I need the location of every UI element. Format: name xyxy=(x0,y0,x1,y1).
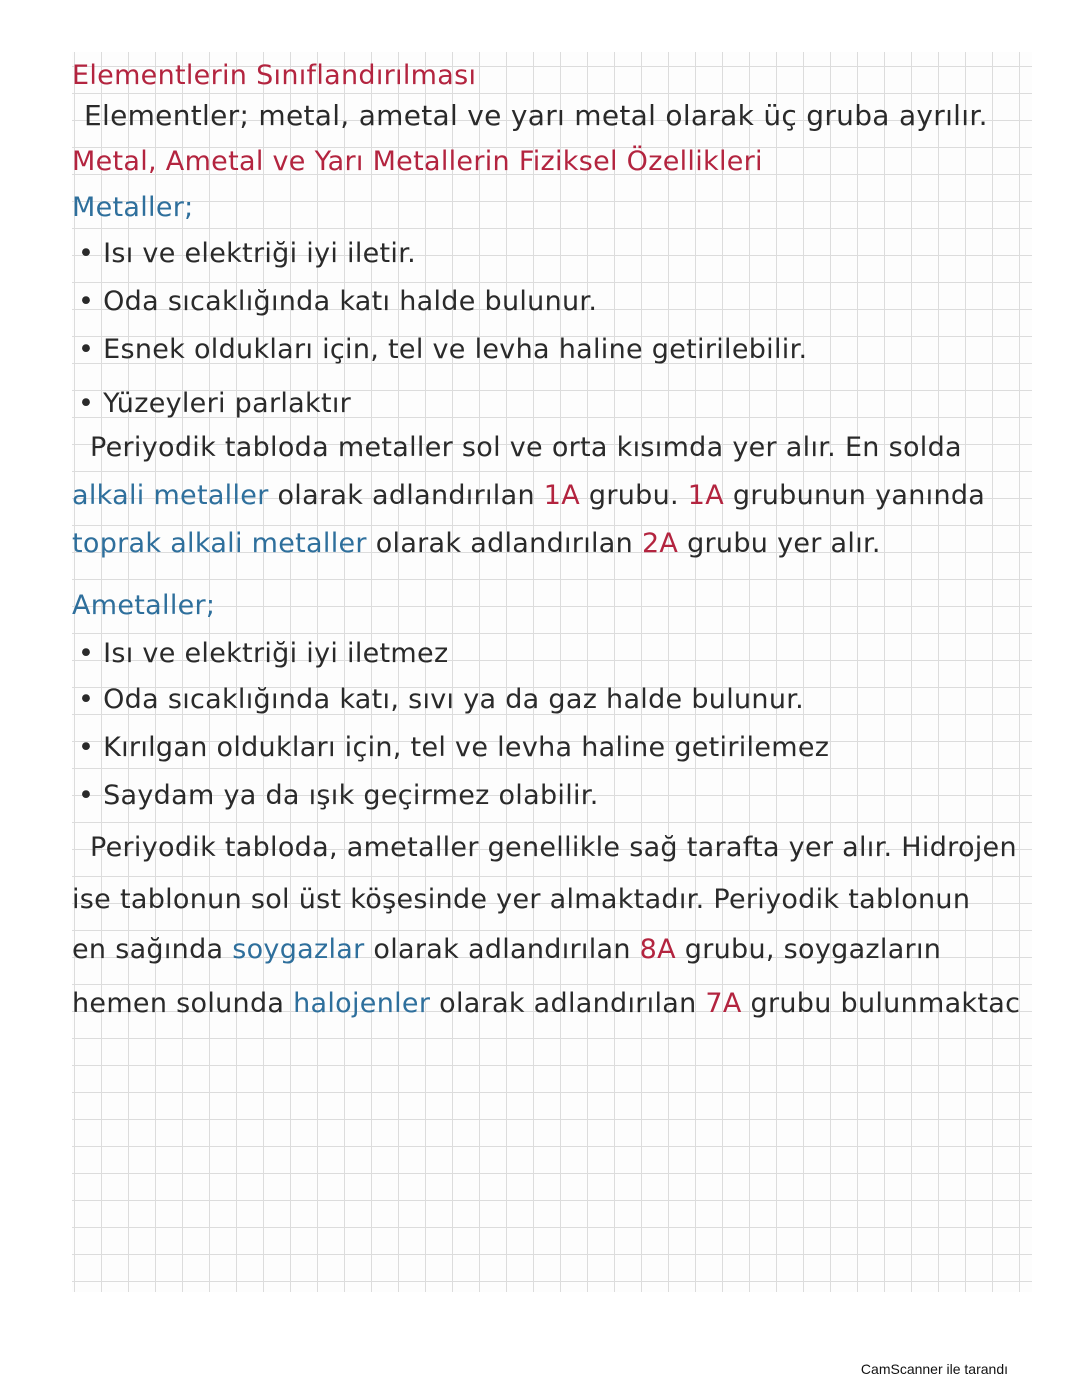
metals-bullet-1 xyxy=(78,238,416,270)
nonmetals-bullet-1 xyxy=(78,638,448,670)
nonmetals-bullet-2 xyxy=(78,684,804,716)
text-fragment: hemen solunda xyxy=(72,988,294,1019)
bullet-dot: • xyxy=(78,334,104,365)
bullet-dot: • xyxy=(78,684,104,715)
nonmetals-bullet-4 xyxy=(78,780,599,812)
metals-bullet-3 xyxy=(78,334,807,366)
text-fragment: olarak adlandırılan xyxy=(364,934,640,965)
term-alkaline-earth-metals: toprak alkali metaller xyxy=(72,528,367,559)
term-noble-gases: soygazlar xyxy=(232,934,365,965)
notebook-page xyxy=(72,52,1032,1292)
bullet-text: Saydam ya da ışık geçirmez olabilir. xyxy=(103,780,599,811)
nonmetals-bullet-3 xyxy=(78,732,829,764)
text-fragment: en sağında xyxy=(72,934,233,965)
group-label: 8A xyxy=(639,934,676,965)
text-fragment: olarak adlandırılan xyxy=(268,480,544,511)
text-fragment: grubu yer alır. xyxy=(678,528,881,559)
nonmetals-heading: Ametaller; xyxy=(72,590,216,621)
term-alkali-metals: alkali metaller xyxy=(72,480,269,511)
text-fragment: grubu. xyxy=(580,480,688,511)
metals-paragraph-line-3 xyxy=(72,528,881,560)
bullet-text: Oda sıcaklığında katı halde bulunur. xyxy=(103,286,598,317)
nonmetals-paragraph-line-4 xyxy=(72,988,1020,1020)
bullet-text: Isı ve elektriği iyi iletmez xyxy=(103,638,449,669)
bullet-text: Isı ve elektriği iyi iletir. xyxy=(103,238,417,269)
nonmetals-paragraph-line-3 xyxy=(72,934,941,966)
nonmetals-paragraph-line-2: ise tablonun sol üst köşesinde yer almaktadır. Periyodik tablonun xyxy=(72,884,971,915)
group-label: 1A xyxy=(543,480,580,511)
metals-paragraph-line-2 xyxy=(72,480,985,512)
bullet-dot: • xyxy=(78,638,104,669)
camscanner-watermark: CamScanner ile tarandı xyxy=(860,1361,1008,1377)
section-heading: Metal, Ametal ve Yarı Metallerin Fiziksel Özellikleri xyxy=(72,146,763,177)
bullet-text: Yüzeyleri parlaktır xyxy=(103,388,352,419)
metals-heading: Metaller; xyxy=(72,192,194,223)
bullet-dot: • xyxy=(78,780,104,811)
metals-paragraph-line-1: Periyodik tabloda metaller sol ve orta kısımda yer alır. En solda xyxy=(90,432,962,463)
page-title: Elementlerin Sınıflandırılması xyxy=(72,60,477,91)
metals-bullet-4 xyxy=(78,388,351,420)
bullet-text: Kırılgan oldukları için, tel ve levha haline getirilemez xyxy=(103,732,830,763)
bullet-dot: • xyxy=(78,238,104,269)
text-fragment: grubu bulunmaktac xyxy=(741,988,1021,1019)
bullet-text: Esnek oldukları için, tel ve levha haline getirilebilir. xyxy=(103,334,808,365)
bullet-dot: • xyxy=(78,732,104,763)
group-label: 1A xyxy=(687,480,724,511)
nonmetals-paragraph-line-1: Periyodik tabloda, ametaller genellikle sağ tarafta yer alır. Hidrojen xyxy=(90,832,1017,863)
text-fragment: grubu, soygazların xyxy=(675,934,942,965)
group-label: 7A xyxy=(705,988,742,1019)
text-fragment: olarak adlandırılan xyxy=(366,528,642,559)
intro-text: Elementler; metal, ametal ve yarı metal olarak üç gruba ayrılır. xyxy=(84,99,988,132)
term-halogens: halojenler xyxy=(293,988,431,1019)
text-fragment: olarak adlandırılan xyxy=(430,988,706,1019)
metals-bullet-2 xyxy=(78,286,597,318)
bullet-dot: • xyxy=(78,388,104,419)
text-fragment: grubunun yanında xyxy=(724,480,986,511)
group-label: 2A xyxy=(641,528,679,559)
bullet-text: Oda sıcaklığında katı, sıvı ya da gaz halde bulunur. xyxy=(103,684,805,715)
bullet-dot: • xyxy=(78,286,104,317)
